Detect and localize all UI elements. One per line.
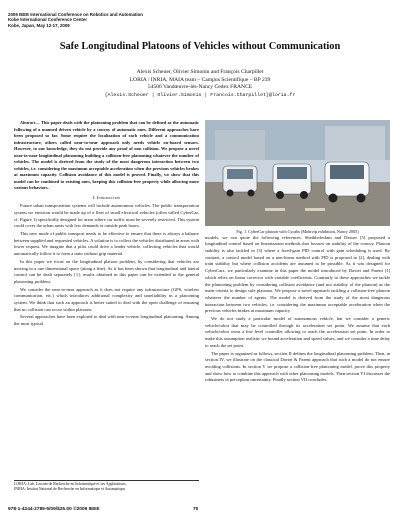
footnote-inria: INRIA: Institut National de Recherche en Informatique et Automatique. xyxy=(14,486,127,491)
footnote-loria: LORIA: Lab. Lorrain de Recherche en Informatique et ses Applications. xyxy=(14,482,127,486)
figure-caption: Fig. 1. CyberCar platoon with Cycabs (Mobivip exhibition, Nancy 2005) xyxy=(236,229,359,234)
intro-paragraph-5: Several approaches have been explored to deal with near-to-near longitudinal platooning. Among the most typical xyxy=(14,314,199,327)
abstract xyxy=(14,120,199,192)
figure-cybercar-platoon xyxy=(205,120,390,226)
abstract-label: Abstract xyxy=(20,120,36,125)
right-column xyxy=(205,120,390,385)
right-paragraph-2: We do not study a particular model of autonomous vehicle, but we consider a generic vehicle/robot that may be controlled through its acceleration set point. We assume that each vehicle/robot owns a low level controller allowing to reach the acceleration set point. In order to make this assumption realistic we bound acceleration and speed values, and we consider a time delay to reach the set point. xyxy=(205,316,390,348)
author-emails: {Alexis.Scheuer | Olivier.Simonin | Francois.Charpillet}@loria.fr xyxy=(104,92,296,98)
footnote xyxy=(14,480,199,492)
right-paragraph-3: The paper is organized as follows, section II defines the longitudinal platooning problem. Then, in section IV, we illustrate on the classical Daviet & Parent approach that such a model do not ensure avoiding collisions. In section V we propose a collision-free platooning model, prove this property and show how to combine this approach with other platooning models. Then section VI discusses the robustness to perception uncertainty. Finally section VII concludes. xyxy=(205,350,390,383)
affiliation-line-2: 54506 Vandœuvre-lès-Nancy Cedex FRANCE xyxy=(147,84,253,91)
intro-paragraph-1: Future urban transportation systems will include autonomous vehicles. The public transportation system we envision would be made up of a fleet of small electrical vehicles (often called CyberCar, cf. Figure 1) specifically designed for areas where car traffic must be severely restricted. This system could cover the urban areas with low demands or outside peak hours. xyxy=(14,203,199,229)
intro-paragraph-4: We consider the near-to-near approach as it does not require any infrastructure (GPS, wireless communication, etc.) which introduces additional complexity and unreliability in a platooning system. We think that such an approach is better suited to deal with the open challenge of ensuring that no collision can occur within platoons. xyxy=(14,286,199,312)
conference-location: Kobe, Japan, May 12-17, 2009 xyxy=(8,22,70,28)
author-block xyxy=(0,69,400,99)
conference-header xyxy=(8,12,143,28)
abstract-text: — This paper deals with the platooning problem that can be defined as the automatic following of a manned driven vehicle by a convoy of automatic ones. Different approaches have been proposed so far. Some require the localization of each vehicle and a communication infrastructure, others called near-to-near approach only needs vehicle on-board sensors. However, to our knowledge, they do not provide any proof of non collision. We propose a novel near-to-near longitudinal platooning building a collision-free platooning whatever the number of vehicles. The model is derived from the study of the most dangerous interaction between two vehicles, i.e. considering the maximum acceptable acceleration when the previous vehicles brakes at maximum capacity. Collision avoidance of this model is proved. Finally, we show that this model can be combined to existing ones, keeping this collision-free property while allowing more various behaviors. xyxy=(14,120,199,190)
cybercar-photo xyxy=(205,120,390,226)
author-names: Alexis Scheuer, Olivier Simonin and François Charpillet xyxy=(136,69,264,75)
page-number: 70 xyxy=(193,507,199,512)
left-column xyxy=(14,120,199,329)
section-heading-introduction: I. Introduction xyxy=(93,194,120,200)
intro-paragraph-2: This new mode of public transport needs to be effective to ensure that there is always a balance between supplied and requested vehicles. A solution is to collect the vehicles distributed in areas with lower request. We imagine that a pilot could drive a leader vehicle, collecting vehicles that would automatically follow it to form a train without grip material. xyxy=(14,231,199,257)
isbn-copyright: 978-1-4244-2789-5/09/$25.00 ©2009 IEEE xyxy=(8,507,100,512)
cycab-vehicle-2 xyxy=(273,164,311,199)
intro-paragraph-3: In this paper we focus on the longitudinal platoon problem, by considering that vehicles are moving in a one dimensional space (along a line). As it has been shown that longitudinal and lateral control can be dealt separately [1], results obtained in this paper can be extended to the general platooning problem. xyxy=(14,258,199,284)
paper-title: Safe Longitudinal Platoons of Vehicles without Communication xyxy=(59,41,341,52)
conference-venue: Kobe International Conference Center xyxy=(8,17,88,23)
conference-name: 2009 IEEE International Conference on Robotics and Automation xyxy=(8,12,143,17)
cycab-vehicle-1 xyxy=(223,166,257,197)
right-paragraph-1: models, we can quote the following references. Sheikholeslam and Desoer [5] proposed a longitudinal control based on linearization methods that focuses on stability of the convoy. Platoon stability is also tackled in [3] where a fixed-gain PID control with gain scheduling is used. By contrast, a control model based on a non-linear method with PID is proposed in [2], dealing with train stability but where collision accidents are assumed to be possible. As it was designed for CyberCars, we particularly examine in this paper the model introduced by Daviet and Parent [1] which relies on linear corrector with variable coefficients. Contrarily to these approaches we tackle the platooning problem by considering collision avoidance (and not stability of the platoon) as the main criteria to design safe platoons. We propose a novel approach tackling a collision-free platoon whatever the number of agents. The model is derived from the study of the most dangerous interaction between two vehicles, i.e. considering the maximum acceptable acceleration when the previous vehicles brakes at maximum capacity. xyxy=(205,234,390,314)
affiliation-line-1: LORIA / INRIA, MAIA team – Campus Scientifique – BP 239 xyxy=(129,76,271,83)
